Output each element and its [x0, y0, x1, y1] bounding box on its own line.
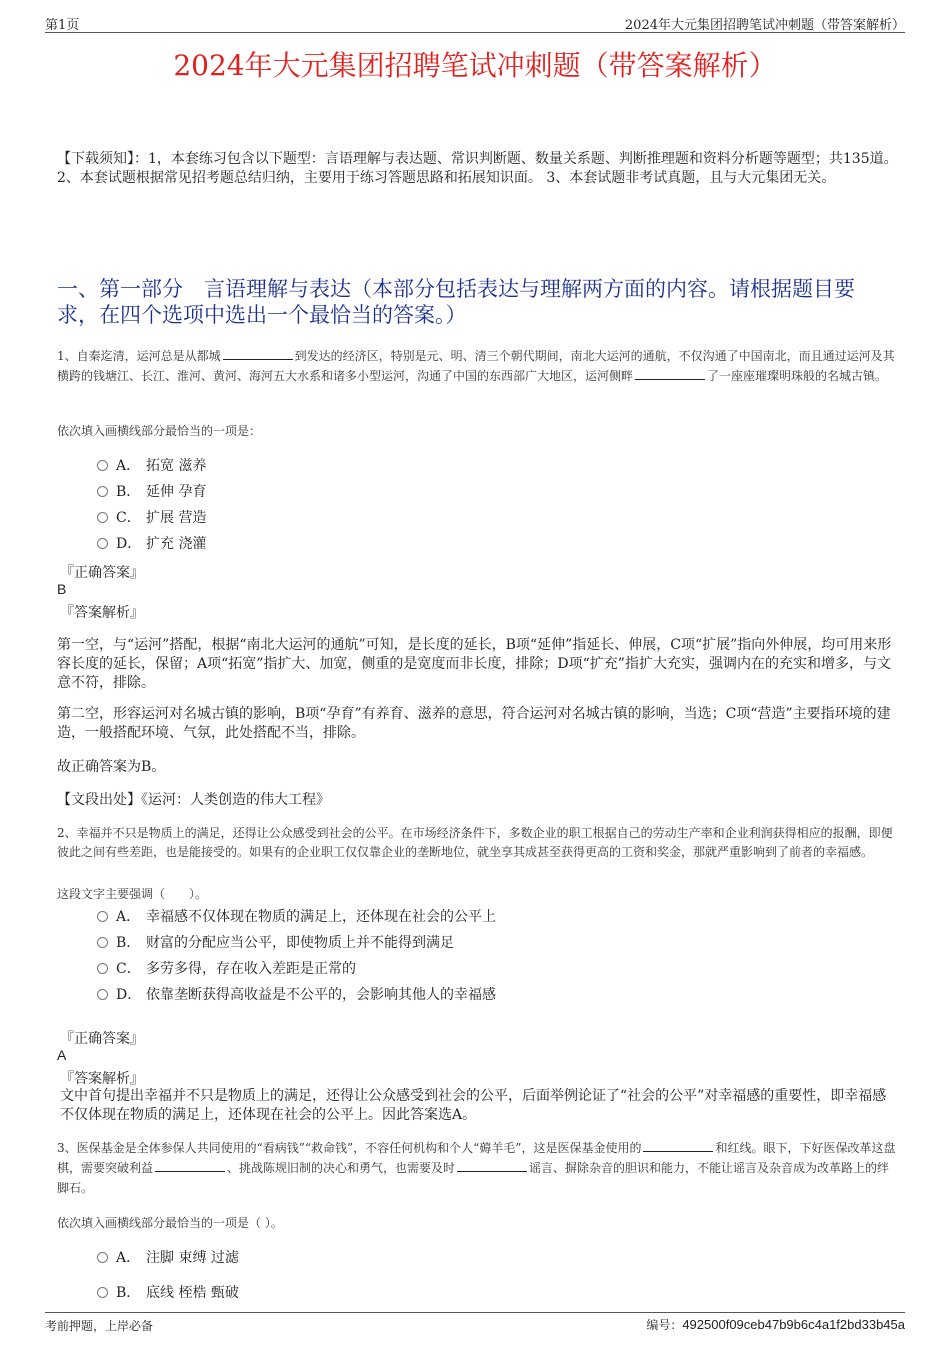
radio-icon[interactable] — [97, 937, 108, 948]
q2-option-a[interactable]: A． 幸福感不仅体现在物质的满足上，还体现在社会的公平上 — [97, 907, 496, 927]
q1-correct-label: 『正确答案』 — [60, 565, 144, 581]
download-notice: 【下载须知】：1，本套练习包含以下题型：言语理解与表达题、常识判断题、数量关系题、判断推理题和资料分析题等题型；共135道。 2、本套试题根据常见招考题总结归纳，主要用于练习答题思路和拓展知识面。 3、本套试题非考试真题，且与大元集团无关。 — [57, 151, 898, 186]
radio-icon[interactable] — [97, 486, 108, 497]
q1-analysis-1: 第一空，与“运河”搭配，根据“南北大运河的通航”可知，是长度的延长，B项“延伸”指延长、伸展，C项“扩展”指向外伸展，均可用来形容长度的延长，保留；A项“拓宽”指扩大、加宽，侧重的是宽度而非长度，排除；D项“扩充”指扩大充实，强调内在的充实和增多，与文意不符，排除。 — [57, 637, 892, 691]
q1-answer: B — [57, 581, 67, 597]
page-header — [45, 14, 905, 33]
radio-icon[interactable] — [97, 1287, 108, 1298]
footer-slogan: 考前押题，上岸必备 — [45, 1319, 154, 1333]
code-value: 492500f09ceb47b9b6c4a1f2bd33b45a — [682, 1317, 905, 1332]
q2-answer: A — [57, 1047, 67, 1063]
radio-icon[interactable] — [97, 989, 108, 1000]
radio-icon[interactable] — [97, 963, 108, 974]
document-title: 2024年大元集团招聘笔试冲刺题（带答案解析） — [173, 49, 777, 82]
page-footer — [45, 1312, 905, 1333]
header-doc-title: 2024年大元集团招聘笔试冲刺题（带答案解析） — [624, 18, 905, 33]
q1-analysis-3: 故正确答案为B。 — [57, 759, 166, 775]
blank — [223, 347, 293, 360]
q2-option-c[interactable]: C． 多劳多得，存在收入差距是正常的 — [97, 959, 356, 979]
q1-option-d[interactable]: D． 扩充 浇灌 — [97, 534, 206, 554]
document-code — [646, 1316, 905, 1333]
q1-option-b[interactable]: B． 延伸 孕育 — [97, 482, 206, 502]
page-number: 第1页 — [45, 18, 80, 33]
q2-correct-label: 『正确答案』 — [60, 1031, 144, 1047]
radio-icon[interactable] — [97, 512, 108, 523]
q2-option-d[interactable]: D． 依靠垄断获得高收益是不公平的，会影响其他人的幸福感 — [97, 985, 496, 1005]
q1-option-a[interactable]: A． 拓宽 滋养 — [97, 456, 206, 476]
blank — [643, 1139, 713, 1152]
radio-icon[interactable] — [97, 1252, 108, 1263]
q1-analysis-label: 『答案解析』 — [60, 605, 144, 621]
q2-option-b[interactable]: B． 财富的分配应当公平，即使物质上并不能得到满足 — [97, 933, 454, 953]
section-heading: 一、第一部分 言语理解与表达（本部分包括表达与理解两方面的内容。请根据题目要求，在四个选项中选出一个最恰当的答案。） — [57, 277, 855, 327]
question-1-prompt: 依次填入画横线部分最恰当的一项是： — [57, 424, 262, 438]
blank — [457, 1159, 527, 1172]
radio-icon[interactable] — [97, 911, 108, 922]
q3-option-b[interactable]: B． 底线 桎梏 甄破 — [97, 1283, 239, 1303]
q3-option-a[interactable]: A． 注脚 束缚 过滤 — [97, 1248, 239, 1268]
q1-option-c[interactable]: C． 扩展 营造 — [97, 508, 206, 528]
radio-icon[interactable] — [97, 460, 108, 471]
question-3-prompt: 依次填入画横线部分最恰当的一项是（ ）。 — [57, 1216, 283, 1230]
question-2-text: 2、幸福并不只是物质上的满足，还得让公众感受到社会的公平。在市场经济条件下，多数企业的职工根据自己的劳动生产率和企业利润获得相应的报酬，即便彼此之间有些差距，也是能接受的。如果有的企业职工仅仅靠企业的垄断地位，就坐享其成甚至获得更高的工资和奖金，那就严重影响到了前者的幸福感。 — [57, 826, 893, 859]
code-label: 编号： — [646, 1318, 683, 1332]
question-1-text: 1、自秦迄清，运河总是从都城 到发达的经济区，特别是元、明、清三个朝代期间，南北大运河的通航，不仅沟通了中国南北，而且通过运河及其横跨的钱塘江、长江、淮河、黄河、海河五大水系和诸多小型运河，沟通了中国的东西部广大地区，运河侧畔 了一座座璀璨明珠般的名城古镇。 — [57, 349, 895, 383]
blank — [635, 367, 705, 380]
question-2-prompt: 这段文字主要强调（ ）。 — [57, 887, 208, 901]
q2-analysis: 文中首句提出幸福并不只是物质上的满足，还得让公众感受到社会的公平，后面举例论证了“社会的公平”对幸福感的重要性，即幸福感不仅体现在物质的满足上，还体现在社会的公平上。因此答案选A。 — [60, 1088, 887, 1123]
q1-analysis-2: 第二空，形容运河对名城古镇的影响，B项“孕育”有养育、滋养的意思，符合运河对名城古镇的影响，当选；C项“营造”主要指环境的建造，一般搭配环境、气氛，此处搭配不当，排除。 — [57, 706, 891, 741]
question-3-text: 3、医保基金是全体参保人共同使用的“看病钱”“救命钱”，不容任何机构和个人“薅羊毛”，这是医保基金使用的 和红线。眼下，下好医保改革这盘棋，需要突破利益 、挑战陈规旧制的决心和勇气，也需要及时 谣言、摒除杂音的胆识和能力，不能让谣言及杂音成为改革路上的绊脚石。 — [57, 1141, 896, 1195]
q1-source: 【文段出处】《运河：人类创造的伟大工程》 — [57, 792, 330, 808]
blank — [155, 1159, 225, 1172]
q2-analysis-label: 『答案解析』 — [60, 1071, 144, 1087]
radio-icon[interactable] — [97, 538, 108, 549]
